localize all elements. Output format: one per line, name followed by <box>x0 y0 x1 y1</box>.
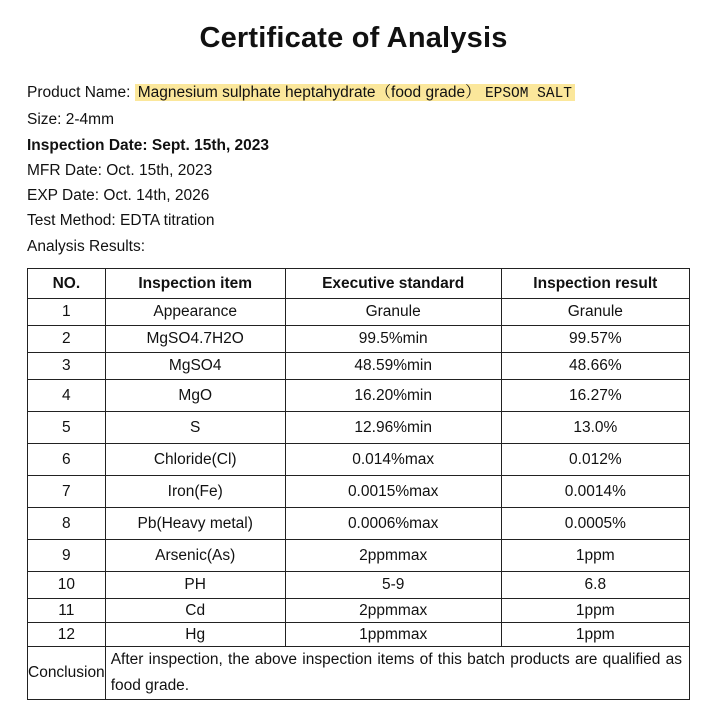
cell-no: 3 <box>28 353 106 380</box>
cell-item: Chloride(Cl) <box>105 444 285 476</box>
cell-item: MgO <box>105 380 285 412</box>
cell-no: 11 <box>28 599 106 623</box>
cell-no: 5 <box>28 412 106 444</box>
product-name-text: Magnesium sulphate heptahydrate（food grade） <box>137 84 481 101</box>
cell-result: 48.66% <box>501 353 689 380</box>
cell-item: MgSO4.7H2O <box>105 326 285 353</box>
cell-result: 1ppm <box>501 599 689 623</box>
exp-date-row: EXP Date: Oct. 14th, 2026 <box>27 187 210 205</box>
cell-standard: 99.5%min <box>285 326 501 353</box>
cell-no: 4 <box>28 380 106 412</box>
cell-item: S <box>105 412 285 444</box>
header-executive-standard: Executive standard <box>285 269 501 299</box>
cell-no: 12 <box>28 623 106 647</box>
product-name-extra: EPSOM SALT <box>484 86 572 102</box>
header-inspection-item: Inspection item <box>105 269 285 299</box>
table-header-row <box>28 269 690 299</box>
cell-no: 2 <box>28 326 106 353</box>
table-row <box>28 380 690 412</box>
cell-no: 8 <box>28 508 106 540</box>
cell-standard: 1ppmmax <box>285 623 501 647</box>
table-row <box>28 412 690 444</box>
cell-result: 1ppm <box>501 623 689 647</box>
product-name-row <box>27 80 575 107</box>
product-info <box>27 80 575 259</box>
cell-no: 1 <box>28 299 106 326</box>
header-inspection-result: Inspection result <box>501 269 689 299</box>
cell-result: 0.0014% <box>501 476 689 508</box>
cell-standard: Granule <box>285 299 501 326</box>
size-row: Size: 2-4mm <box>27 111 114 129</box>
table-row <box>28 299 690 326</box>
cell-result: 0.012% <box>501 444 689 476</box>
inspection-date-row: Inspection Date: Sept. 15th, 2023 <box>27 136 270 154</box>
cell-no: 7 <box>28 476 106 508</box>
conclusion-text: After inspection, the above inspection items of this batch products are qualified as food grade. <box>105 647 689 700</box>
document-title: Certificate of Analysis <box>199 22 508 54</box>
results-table <box>27 268 690 700</box>
header-no: NO. <box>28 269 106 299</box>
cell-standard: 0.014%max <box>285 444 501 476</box>
table-row <box>28 444 690 476</box>
cell-result: 16.27% <box>501 380 689 412</box>
table-row <box>28 572 690 599</box>
cell-result: Granule <box>501 299 689 326</box>
cell-no: 6 <box>28 444 106 476</box>
analysis-results-label: Analysis Results: <box>27 237 146 255</box>
cell-item: Pb(Heavy metal) <box>105 508 285 540</box>
cell-standard: 16.20%min <box>285 380 501 412</box>
table-row <box>28 326 690 353</box>
product-name-label: Product Name: <box>27 84 135 101</box>
cell-standard: 48.59%min <box>285 353 501 380</box>
cell-standard: 5-9 <box>285 572 501 599</box>
cell-item: PH <box>105 572 285 599</box>
cell-result: 13.0% <box>501 412 689 444</box>
cell-standard: 12.96%min <box>285 412 501 444</box>
cell-item: Appearance <box>105 299 285 326</box>
cell-no: 9 <box>28 540 106 572</box>
table-row <box>28 540 690 572</box>
cell-standard: 0.0006%max <box>285 508 501 540</box>
cell-result: 1ppm <box>501 540 689 572</box>
cell-item: Iron(Fe) <box>105 476 285 508</box>
cell-item: MgSO4 <box>105 353 285 380</box>
conclusion-label: Conclusion <box>28 647 106 700</box>
cell-result: 99.57% <box>501 326 689 353</box>
table-row <box>28 508 690 540</box>
table-row <box>28 623 690 647</box>
cell-result: 6.8 <box>501 572 689 599</box>
cell-standard: 0.0015%max <box>285 476 501 508</box>
cell-item: Cd <box>105 599 285 623</box>
cell-standard: 2ppmmax <box>285 540 501 572</box>
cell-item: Hg <box>105 623 285 647</box>
table-row <box>28 353 690 380</box>
cell-no: 10 <box>28 572 106 599</box>
cell-result: 0.0005% <box>501 508 689 540</box>
mfr-date-row: MFR Date: Oct. 15th, 2023 <box>27 161 213 179</box>
cell-item: Arsenic(As) <box>105 540 285 572</box>
product-name-value <box>135 84 575 101</box>
table-row <box>28 476 690 508</box>
table-row <box>28 599 690 623</box>
test-method-row: Test Method: EDTA titration <box>27 212 215 230</box>
cell-standard: 2ppmmax <box>285 599 501 623</box>
